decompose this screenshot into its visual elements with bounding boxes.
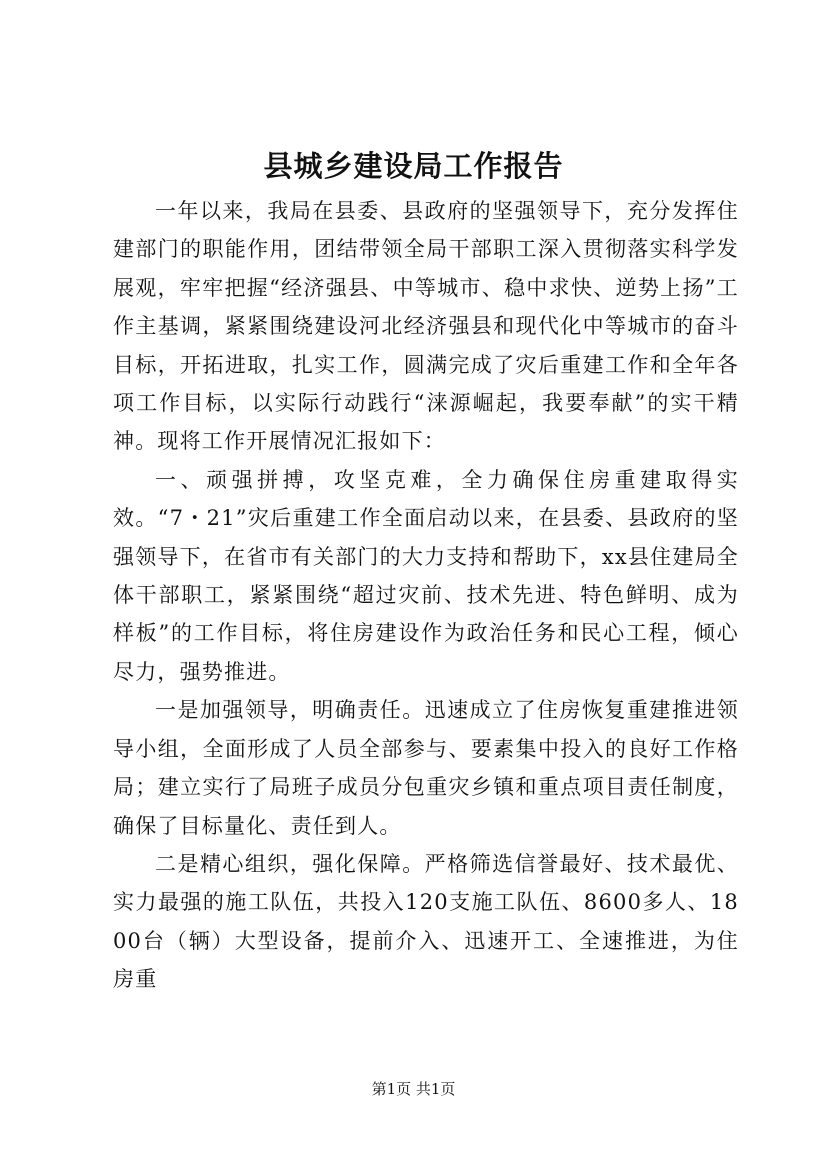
page-footer: 第1页 共1页: [371, 1080, 456, 1098]
paragraph-section-one: 一、顽强拼搏，攻坚克难，全力确保住房重建取得实效。“7・21”灾后重建工作全面启动以来，在县委、县政府的坚强领导下，在省市有关部门的大力支持和帮助下，xx县住建局全体干部职工，紧紧围绕“超过灾前、技术先进、特色鲜明、成为样板”的工作目标，将住房建设作为政治任务和民心工程，倾心尽力，强势推进。: [113, 467, 739, 684]
paragraph-point-one: 一是加强领导，明确责任。迅速成立了住房恢复重建推进领导小组，全面形成了人员全部参与、要素集中投入的良好工作格局；建立实行了局班子成员分包重灾乡镇和重点项目责任制度，确保了目标量化、责任到人。: [113, 698, 739, 838]
paragraph-point-two: 二是精心组织，强化保障。严格筛选信誉最好、技术最优、实力最强的施工队伍，共投入120支施工队伍、8600多人、1800台（辆）大型设备，提前介入、迅速开工、全速推进，为住房重: [113, 851, 739, 992]
document-title: 县城乡建设局工作报告: [263, 149, 564, 183]
document-body: [113, 192, 739, 999]
paragraph-intro: 一年以来，我局在县委、县政府的坚强领导下，充分发挥住建部门的职能作用，团结带领全局干部职工深入贯彻落实科学发展观，牢牢把握“经济强县、中等城市、稳中求快、逆势上扬”工作主基调，紧紧围绕建设河北经济强县和现代化中等城市的奋斗目标，开拓进取，扎实工作，圆满完成了灾后重建工作和全年各项工作目标，以实际行动践行“涞源崛起，我要奉献”的实干精神。现将工作开展情况汇报如下：: [113, 199, 739, 454]
